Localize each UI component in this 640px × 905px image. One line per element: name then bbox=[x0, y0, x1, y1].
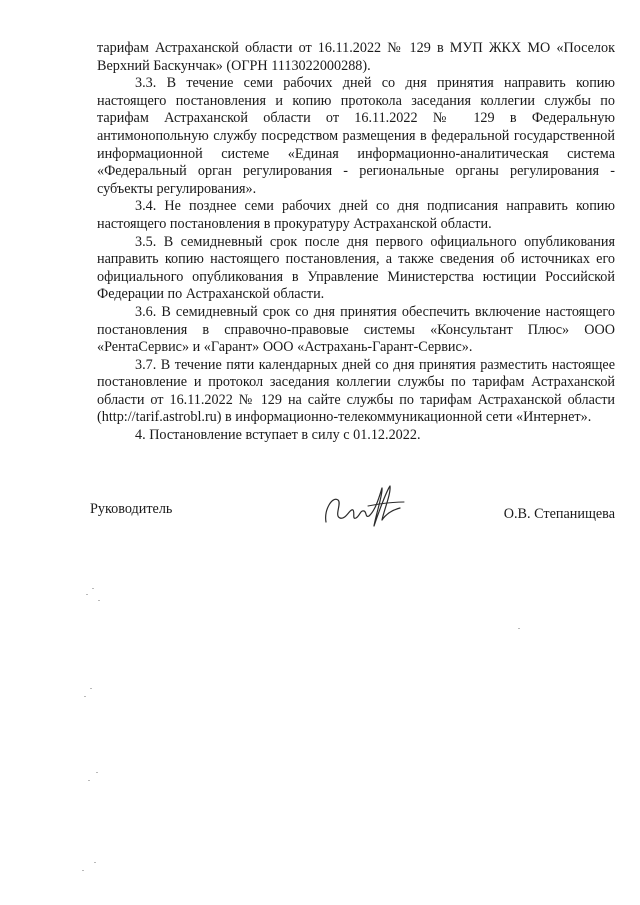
paragraph-3-4: 3.4. Не позднее семи рабочих дней со дня подписания направить копию настоящего постановления в прокуратуру Астраханской области. bbox=[97, 198, 615, 232]
signature-block bbox=[90, 500, 615, 540]
paragraph-4: 4. Постановление вступает в силу с 01.12.2022. bbox=[135, 427, 421, 444]
handwritten-signature bbox=[320, 480, 410, 535]
paragraph-3-3: 3.3. В течение семи рабочих дней со дня принятия направить копию настоящего постановления и копию протокола заседания коллегии службы по тарифам Астраханской области от 16.11.2022 № 129 в Федеральную антимонопольную службу посредством размещения в федеральной государственной информационной системе «Единая информационно-аналитическая система «Федеральный орган регулирования - региональные органы регулирования - субъекты регулирования». bbox=[97, 75, 615, 197]
paragraph-3-6: 3.6. В семидневный срок со дня принятия обеспечить включение настоящего постановления в справочно-правовые системы «Консультант Плюс» ООО «РентаСервис» и «Гарант» ООО «Астрахань-Гарант-Сервис». bbox=[97, 303, 615, 356]
signatory-name: О.В. Степанищева bbox=[503, 506, 615, 522]
paragraph-3-7: 3.7. В течение пяти календарных дней со дня принятия разместить настоящее постановление и протокол заседания коллегии службы по тарифам Астраханской области от 16.11.2022 № 129 на сайте службы по тарифам Астраханской области (http://tarif.astrobl.ru) в информационно-телекоммуникационной сети «Интернет». bbox=[97, 356, 615, 426]
paragraph-continuation: тарифам Астраханской области от 16.11.2022 № 129 в МУП ЖКХ МО «Поселок Верхний Баскунчак» (ОГРН 1113022000288). bbox=[97, 40, 615, 74]
paragraph-3-5: 3.5. В семидневный срок после дня первого официального опубликования направить копию настоящего постановления, а также сведения об источниках его официального опубликования в Управление Министерства юстиции Российской Федерации по Астраханской области. bbox=[97, 233, 615, 303]
document-body bbox=[97, 40, 615, 445]
signatory-title: Руководитель bbox=[90, 501, 173, 517]
